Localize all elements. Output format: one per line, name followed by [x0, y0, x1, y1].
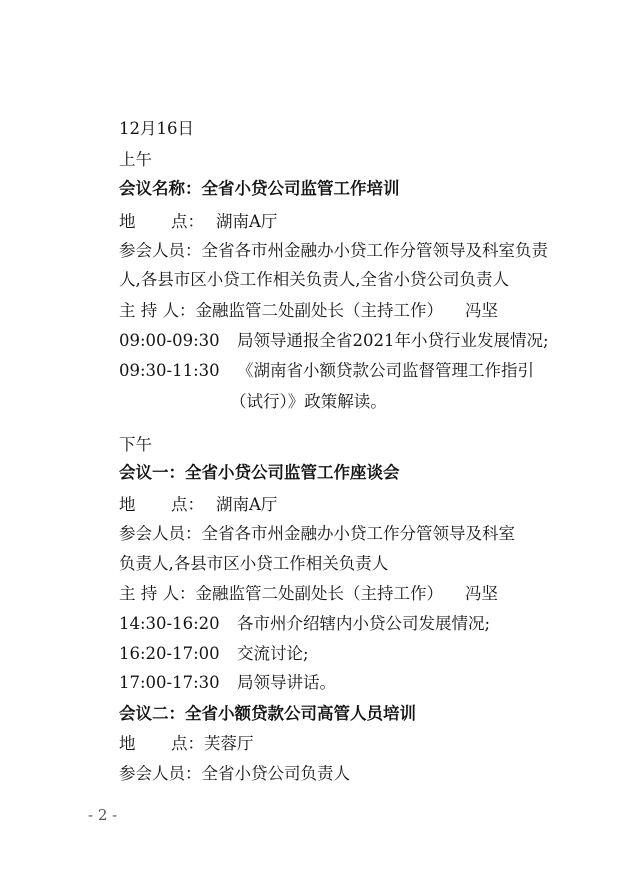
location-label-part2: 点： [171, 212, 204, 231]
location-value: 芙蓉厅 [204, 734, 254, 753]
location-label-part1: 地 [119, 212, 136, 231]
location-value: 湖南A厅 [216, 212, 278, 231]
meeting1-attendees-continuation: 负责人,各县市区小贷工作相关负责人 [119, 554, 389, 573]
morning-agenda-continuation: （试行）》政策解读。 [230, 392, 387, 411]
meeting1-label: 会议一： [119, 463, 185, 482]
morning-meeting-title [119, 178, 400, 200]
morning-location-row [119, 211, 277, 233]
host-title: 金融监管二处副处长（主持工作） [195, 584, 443, 603]
morning-attendees-continuation: 人,各县市区小贷工作相关负责人,全省小贷公司负责人 [119, 270, 509, 289]
attendees-text: 全省各市州金融办小贷工作分管领导及科室 [201, 524, 515, 543]
meeting2-location-row [119, 733, 254, 755]
agenda-time: 09:30-11:30 [119, 361, 220, 380]
morning-period-label: 上午 [119, 150, 152, 169]
meeting2-label: 会议二： [119, 704, 185, 723]
date-heading: 12月16日 [119, 119, 194, 138]
meeting1-title: 全省小贷公司监管工作座谈会 [185, 463, 400, 482]
agenda-time: 16:20-17:00 [119, 644, 220, 663]
agenda-time: 14:30-16:20 [119, 614, 220, 633]
agenda-item: 局领导通报全省2021年小贷行业发展情况; [237, 331, 549, 350]
agenda-item: 交流讨论; [237, 644, 309, 663]
location-label-part1: 地 [119, 495, 136, 514]
afternoon-meeting1-title [119, 462, 400, 484]
afternoon-meeting2-title [119, 703, 416, 725]
meeting1-agenda-row [119, 613, 490, 635]
agenda-item: 各市州介绍辖内小贷公司发展情况; [237, 614, 491, 633]
attendees-text: 全省各市州金融办小贷工作分管领导及科室负责 [201, 241, 548, 260]
agenda-time: 17:00-17:30 [119, 673, 220, 692]
host-label: 主 持 人： [119, 584, 196, 603]
morning-agenda-row [119, 360, 534, 382]
host-name: 冯坚 [465, 584, 498, 603]
location-label-part1: 地 [119, 734, 136, 753]
attendees-label: 参会人员： [119, 241, 202, 260]
location-label-part2: 点： [171, 495, 204, 514]
host-label: 主 持 人： [119, 301, 196, 320]
page-number: - 2 - [88, 806, 118, 824]
location-label-part2: 点： [171, 734, 204, 753]
meeting-name: 全省小贷公司监管工作培训 [201, 179, 400, 198]
meeting2-attendees-row [119, 763, 350, 785]
agenda-item: 局领导讲话。 [237, 673, 336, 692]
attendees-label: 参会人员： [119, 524, 202, 543]
meeting1-host-row [119, 583, 498, 605]
meeting1-agenda-row [119, 643, 309, 665]
morning-agenda-row [119, 330, 549, 352]
location-value: 湖南A厅 [216, 495, 278, 514]
agenda-time: 09:00-09:30 [119, 331, 220, 350]
meeting1-location-row [119, 494, 277, 516]
morning-attendees-row [119, 240, 548, 262]
attendees-label: 参会人员： [119, 764, 202, 783]
meeting1-agenda-row [119, 672, 336, 694]
afternoon-period-label: 下午 [119, 435, 152, 454]
morning-host-row [119, 300, 498, 322]
agenda-item: 《湖南省小额贷款公司监督管理工作指引 [237, 361, 534, 380]
attendees-text: 全省小贷公司负责人 [201, 764, 350, 783]
host-title: 金融监管二处副处长（主持工作） [195, 301, 443, 320]
host-name: 冯坚 [465, 301, 498, 320]
meeting2-title: 全省小额贷款公司高管人员培训 [185, 704, 416, 723]
meeting1-attendees-row [119, 523, 515, 545]
meeting-name-label: 会议名称： [119, 179, 202, 198]
